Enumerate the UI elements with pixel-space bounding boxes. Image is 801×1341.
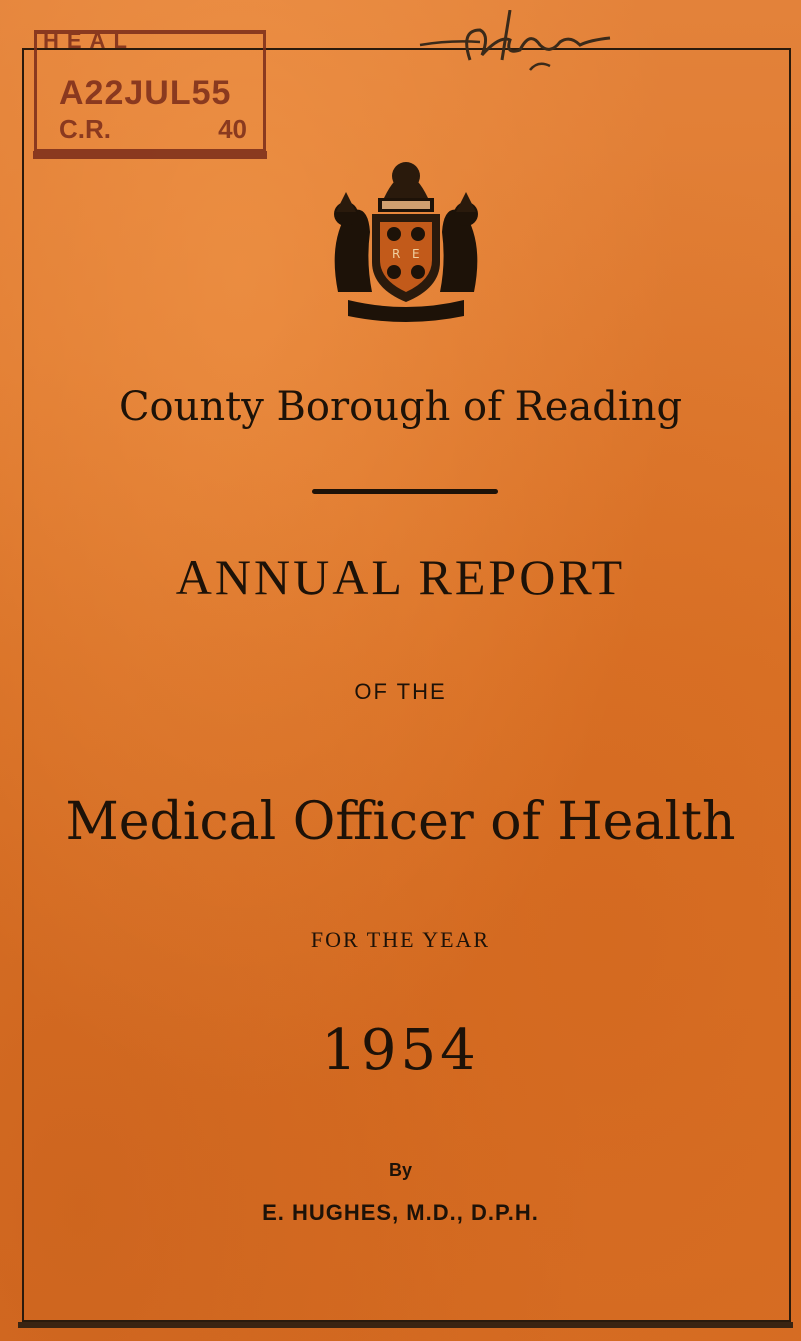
svg-text:R: R <box>392 247 401 261</box>
title-divider-rule <box>312 489 498 494</box>
for-the-year-label: FOR THE YEAR <box>310 927 491 952</box>
author-name: E. HUGHES, M.D., D.P.H. <box>262 1200 539 1225</box>
borough-title: County Borough of Reading <box>118 384 683 430</box>
stamp-top-text: HEAL <box>43 28 135 53</box>
svg-text:E: E <box>412 247 420 261</box>
of-the-label: OF THE <box>354 679 447 704</box>
stamp-bottom-bar <box>33 151 267 159</box>
stamp-date: A22JUL55 <box>59 74 232 112</box>
stamp-number: 40 <box>218 114 247 144</box>
stamp-code: C.R. <box>59 114 111 144</box>
handwritten-library-signature <box>410 10 630 90</box>
cover-bottom-edge <box>18 1322 793 1328</box>
report-year: 1954 <box>321 1018 480 1083</box>
report-title: ANNUAL REPORT <box>175 549 626 605</box>
by-label: By <box>388 1160 412 1180</box>
officer-title: Medical Officer of Health <box>65 792 736 852</box>
library-received-stamp <box>34 30 266 152</box>
reading-borough-coat-of-arms <box>318 152 494 324</box>
